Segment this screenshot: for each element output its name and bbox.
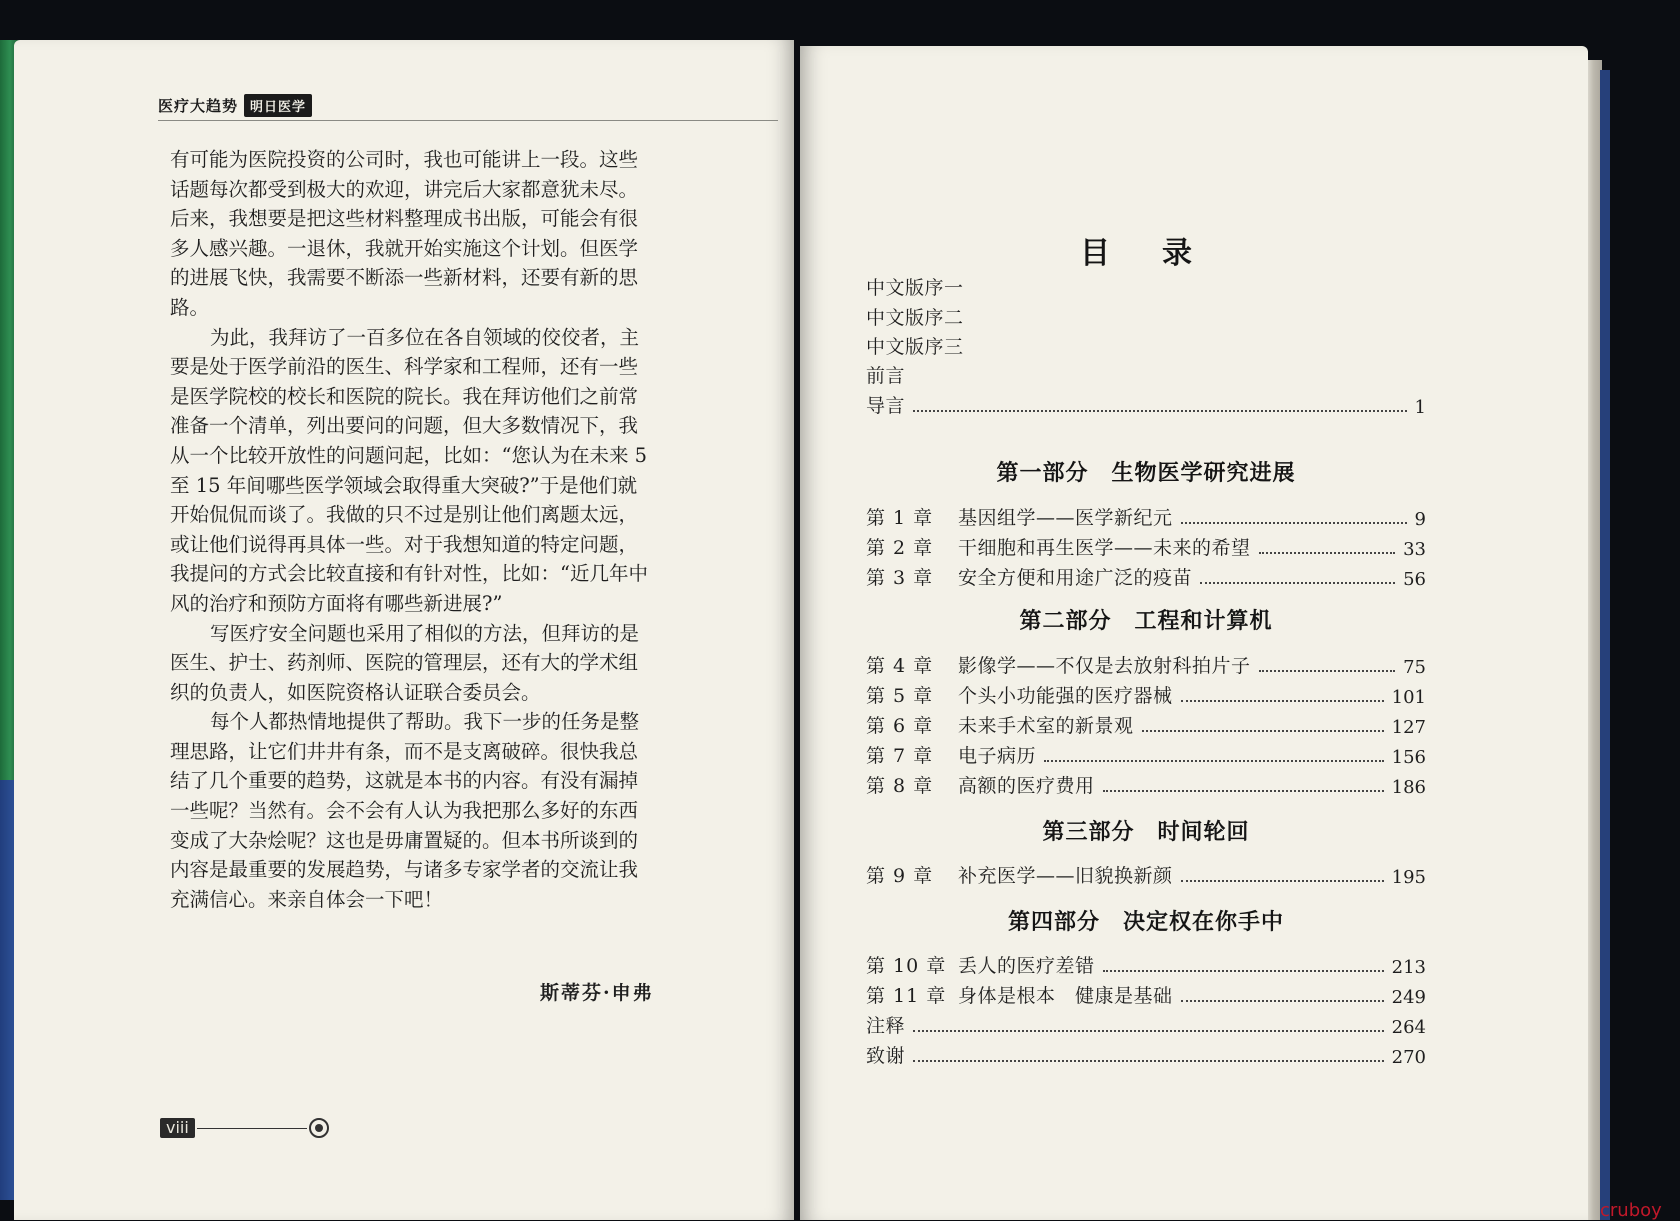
toc-chapter-entry[interactable] bbox=[866, 980, 1426, 1008]
toc-page-number: 75 bbox=[1403, 657, 1426, 678]
toc-part-heading: 第一部分 生物医学研究进展 bbox=[996, 460, 1296, 486]
toc-leader-dots bbox=[1200, 582, 1395, 584]
body-line: 内容是最重要的发展趋势，与诸多专家学者的交流让我 bbox=[170, 858, 639, 882]
footer-ornament-icon bbox=[309, 1118, 329, 1138]
body-line: 一些呢？当然有。会不会有人认为我把那么多好的东西 bbox=[170, 799, 639, 823]
toc-chapter-number: 第 8 章 bbox=[866, 775, 934, 797]
toc-page-number: 249 bbox=[1391, 987, 1426, 1008]
toc-part-heading: 第三部分 时间轮回 bbox=[1042, 819, 1250, 845]
page-footer bbox=[160, 1118, 329, 1138]
toc-entry-title: 影像学——不仅是去放射科拍片子 bbox=[958, 655, 1251, 677]
body-line: 路。 bbox=[170, 295, 210, 319]
toc-chapter-entry[interactable] bbox=[866, 710, 1426, 738]
series-badge: 明日医学 bbox=[244, 94, 312, 117]
toc-page-number: 195 bbox=[1391, 867, 1426, 888]
toc-title: 目录 bbox=[1080, 236, 1244, 271]
toc-page-number: 101 bbox=[1391, 687, 1426, 708]
toc-entry-title: 致谢 bbox=[866, 1045, 906, 1067]
running-title: 医疗大趋势 bbox=[158, 96, 239, 115]
toc-page-number: 264 bbox=[1391, 1017, 1426, 1038]
body-line: 医生、护士、药剂师、医院的管理层，还有大的学术组 bbox=[170, 651, 639, 675]
toc-entry-title: 电子病历 bbox=[958, 745, 1037, 767]
toc-entry-title: 中文版序二 bbox=[866, 307, 964, 329]
toc-entry-title: 高额的医疗费用 bbox=[958, 775, 1095, 797]
toc-entry-title: 干细胞和再生医学——未来的希望 bbox=[958, 537, 1251, 559]
toc-chapter-entry[interactable] bbox=[866, 680, 1426, 708]
toc-chapter-number: 第 7 章 bbox=[866, 745, 934, 767]
toc-page-number: 127 bbox=[1391, 717, 1426, 738]
body-line: 充满信心。来亲自体会一下吧！ bbox=[170, 887, 444, 911]
body-line: 我提问的方式会比较直接和有针对性，比如：“近几年中 bbox=[170, 562, 648, 586]
toc-entry-title: 基因组学——医学新纪元 bbox=[958, 507, 1173, 529]
toc-front-item[interactable] bbox=[866, 272, 1426, 300]
toc-chapter-number: 第 6 章 bbox=[866, 715, 934, 737]
toc-leader-dots bbox=[1142, 730, 1384, 732]
toc-page-number: 213 bbox=[1391, 957, 1426, 978]
toc-leader-dots bbox=[1044, 760, 1384, 762]
toc-chapter-entry[interactable] bbox=[866, 770, 1426, 798]
toc-part-heading: 第二部分 工程和计算机 bbox=[1019, 608, 1273, 634]
toc-chapter-entry[interactable] bbox=[866, 502, 1426, 530]
toc-page-number: 270 bbox=[1391, 1047, 1426, 1068]
toc-entry-title: 身体是根本 健康是基础 bbox=[958, 985, 1173, 1007]
body-line: 写医疗安全问题也采用了相似的方法，但拜访的是 bbox=[210, 621, 640, 645]
toc-entry-title: 中文版序一 bbox=[866, 277, 964, 299]
toc-page-number: 56 bbox=[1403, 569, 1426, 590]
toc-chapter-number: 第 5 章 bbox=[866, 685, 934, 707]
toc-chapter-entry[interactable] bbox=[866, 532, 1426, 560]
toc-leader-dots bbox=[1181, 700, 1384, 702]
toc-chapter-number: 第 11 章 bbox=[866, 985, 947, 1007]
toc-chapter-number: 第 1 章 bbox=[866, 507, 934, 529]
page-number: viii bbox=[160, 1118, 195, 1138]
body-line: 风的治疗和预防方面将有哪些新进展?” bbox=[170, 591, 503, 615]
toc-front-item[interactable] bbox=[866, 331, 1426, 359]
body-line: 或让他们说得再具体一些。对于我想知道的特定问题， bbox=[170, 532, 639, 556]
toc-leader-dots bbox=[1103, 970, 1384, 972]
toc-chapter-number: 第 9 章 bbox=[866, 865, 934, 887]
toc-entry-title: 中文版序三 bbox=[866, 336, 964, 358]
body-line: 至 15 年间哪些医学领域会取得重大突破?”于是他们就 bbox=[170, 473, 638, 497]
body-line: 开始侃侃而谈了。我做的只不过是别让他们离题太远， bbox=[170, 503, 639, 527]
toc-leader-dots bbox=[1259, 670, 1396, 672]
body-line: 每个人都热情地提供了帮助。我下一步的任务是整 bbox=[210, 710, 640, 734]
body-line: 话题每次都受到极大的欢迎，讲完后大家都意犹未尽。 bbox=[170, 177, 639, 201]
toc-entry-title: 安全方便和用途广泛的疫苗 bbox=[958, 567, 1193, 589]
toc-leader-dots bbox=[1181, 1000, 1384, 1002]
toc-back-item[interactable] bbox=[866, 1040, 1426, 1068]
toc-entry-title: 注释 bbox=[866, 1015, 906, 1037]
toc-entry-title: 前言 bbox=[866, 365, 906, 387]
body-line: 理思路，让它们井井有条，而不是支离破碎。很快我总 bbox=[170, 739, 639, 763]
body-line: 从一个比较开放性的问题问起，比如：“您认为在未来 5 bbox=[170, 443, 648, 467]
toc-leader-dots bbox=[1181, 880, 1384, 882]
toc-leader-dots bbox=[913, 1060, 1384, 1062]
toc-entry-title: 个头小功能强的医疗器械 bbox=[958, 685, 1173, 707]
toc-page-number: 1 bbox=[1414, 397, 1426, 418]
body-line: 多人感兴趣。一退休，我就开始实施这个计划。但医学 bbox=[170, 236, 639, 260]
toc-chapter-number: 第 10 章 bbox=[866, 955, 947, 977]
toc-chapter-entry[interactable] bbox=[866, 650, 1426, 678]
toc-front-item[interactable] bbox=[866, 360, 1426, 388]
toc-entry-title: 丢人的医疗差错 bbox=[958, 955, 1095, 977]
toc-chapter-entry[interactable] bbox=[866, 562, 1426, 590]
body-line: 的进展飞快，我需要不断添一些新材料，还要有新的思 bbox=[170, 266, 639, 290]
toc-part-heading: 第四部分 决定权在你手中 bbox=[1007, 909, 1284, 935]
toc-chapter-number: 第 2 章 bbox=[866, 537, 934, 559]
header-rule bbox=[158, 120, 778, 121]
toc-page-number: 33 bbox=[1403, 539, 1426, 560]
running-header bbox=[158, 92, 312, 118]
book-cover-edge-right bbox=[1600, 70, 1610, 1220]
toc-page-number: 186 bbox=[1391, 777, 1426, 798]
preface-body-text bbox=[170, 145, 750, 914]
body-line: 准备一个清单，列出要问的问题，但大多数情况下，我 bbox=[170, 414, 639, 438]
toc-leader-dots bbox=[1181, 522, 1407, 524]
toc-leader-dots bbox=[1259, 552, 1396, 554]
toc-entry-title: 补充医学——旧貌换新颜 bbox=[958, 865, 1173, 887]
toc-page-number: 9 bbox=[1414, 509, 1426, 530]
author-signature: 斯蒂芬·申弗 bbox=[540, 982, 654, 1004]
toc-page-number: 156 bbox=[1391, 747, 1426, 768]
toc-front-item[interactable] bbox=[866, 390, 1426, 418]
body-line: 织的负责人，如医院资格认证联合委员会。 bbox=[170, 680, 541, 704]
toc-leader-dots bbox=[913, 410, 1407, 412]
toc-entry-title: 未来手术室的新景观 bbox=[958, 715, 1134, 737]
body-line: 结了几个重要的趋势，这就是本书的内容。有没有漏掉 bbox=[170, 769, 639, 793]
toc-entry-title: 导言 bbox=[866, 395, 906, 417]
body-line: 后来，我想要是把这些材料整理成书出版，可能会有很 bbox=[170, 207, 639, 231]
watermark: cruboy bbox=[1600, 1200, 1662, 1221]
toc-chapter-number: 第 4 章 bbox=[866, 655, 934, 677]
body-line: 要是处于医学前沿的医生、科学家和工程师，还有一些 bbox=[170, 355, 639, 379]
toc-chapter-entry[interactable] bbox=[866, 860, 1426, 888]
body-line: 是医学院校的校长和医院的院长。我在拜访他们之前常 bbox=[170, 384, 639, 408]
toc-leader-dots bbox=[1103, 790, 1384, 792]
toc-leader-dots bbox=[913, 1030, 1384, 1032]
toc-back-item[interactable] bbox=[866, 1010, 1426, 1038]
body-line: 为此，我拜访了一百多位在各自领域的佼佼者，主 bbox=[210, 325, 640, 349]
toc-chapter-entry[interactable] bbox=[866, 740, 1426, 768]
toc-chapter-entry[interactable] bbox=[866, 950, 1426, 978]
toc-front-item[interactable] bbox=[866, 302, 1426, 330]
toc-chapter-number: 第 3 章 bbox=[866, 567, 934, 589]
body-line: 有可能为医院投资的公司时，我也可能讲上一段。这些 bbox=[170, 148, 639, 171]
body-line: 变成了大杂烩呢？这也是毋庸置疑的。但本书所谈到的 bbox=[170, 828, 639, 852]
footer-rule bbox=[197, 1128, 307, 1129]
